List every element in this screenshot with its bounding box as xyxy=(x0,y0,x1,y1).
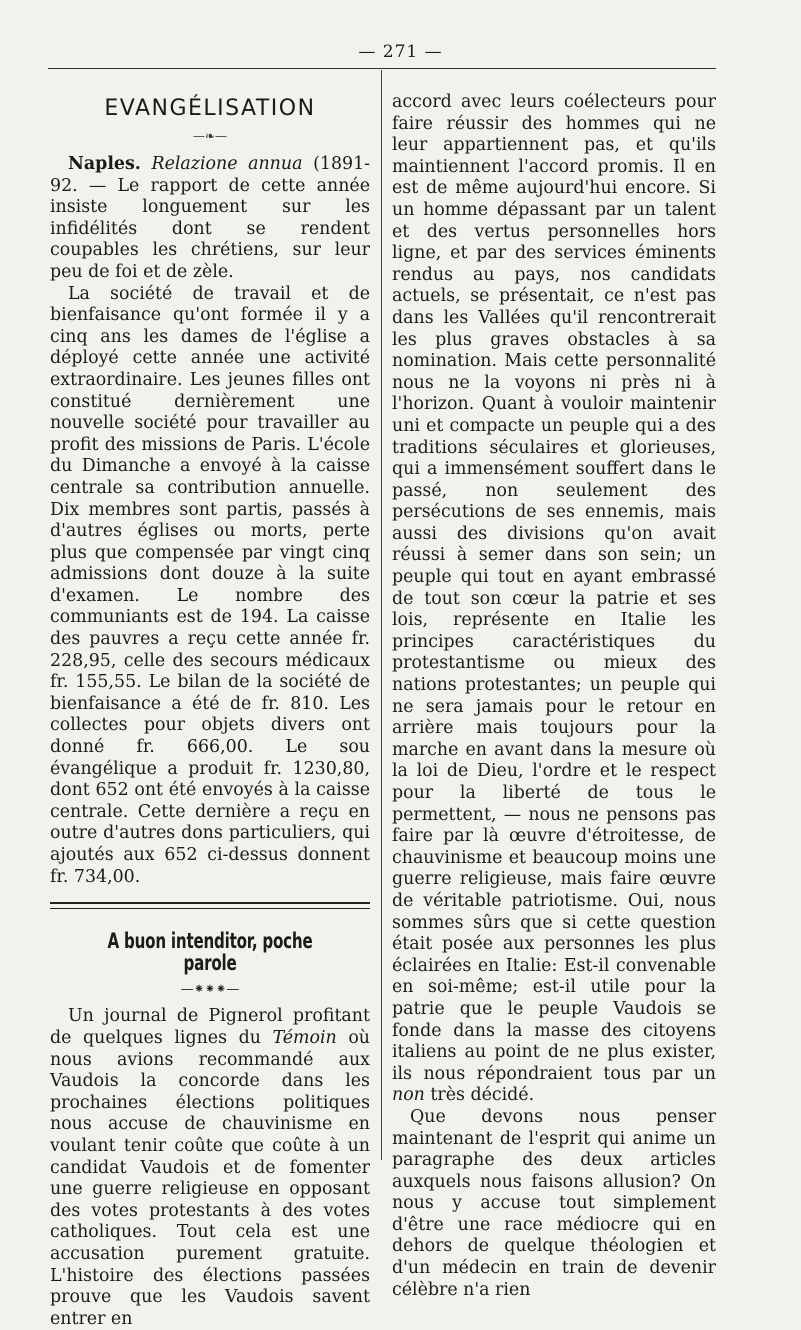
article-p2-text: accord avec leurs coélecteurs pour faire réussir des hommes qui ne leur appartiennent pas, et qu'ils maintiennent l'accord promis. Il en est de même aujourd'hui encore. Si un homme dépassant par un talent et des vertus personnelles hors ligne, et par des services éminents rendus au pays, nos candidats actuels, se présentait, ce n'est pas dans les Vallées qu'il rencontrerait les plus graves obstacles à sa nomination. Mais cette personnalité nous ne la voyons ni près ni à l'horizon. Quant à vouloir maintenir uni et compacte un peuple qui a des traditions séculaires et glorieuses, qui a immensément souffert dans le passé, non seulement des persécutions de ses ennemis, mais aussi des divisions qu'on avait réussi à semer dans son sein; un peuple qui tout en ayant embrassé de tout son cœur la patrie et ses lois, représente en Italie les principes caractéristiques du protestantisme ou mieux des nations protestantes; un peuple qui ne sera jamais pour le retour en arrière mais toujours pour la marche en avant dans la mesure où la loi de Dieu, l'ordre et le respect pour la liberté de tous le permettent, — nous ne pensons pas faire par là œuvre d'étroitesse, de chauvinisme et beaucoup moins une guerre religieuse, mais faire œuvre de véritable patriotisme. Oui, nous sommes sûrs que si cette question était posée aux personnes les plus éclairées en Italie: Est-il convenable en soi-même; est-il utile pour la patrie que le peuple Vaudois se fonde dans la masse des citoyens italiens au point de ne plus exister, ils nous répondraient tous par un xyxy=(392,92,716,1084)
article-paragraph-3: Que devons nous penser maintenant de l'esprit qui anime un paragraphe des deux articles auxquels nous faisons allusion? On nous y accuse tout simplement d'être une race médiocre qui en dehors de quelque théologien et d'un médecin en train de devenir célèbre n'a rien xyxy=(392,1106,716,1300)
society-paragraph: La société de travail et de bienfaisance qu'ont formée il y a cinq ans les dames de l'église a déployé cette année une activité extraordinaire. Les jeunes filles ont constitué dernièrement une nouvelle société pour travailler au profit des missions de Paris. L'école du Dimanche a envoyé à la caisse centrale sa contribution annuelle. Dix membres sont partis, passés à d'autres églises ou morts, perte plus que compensée par vingt cinq admissions dont douze à la suite d'examen. Le nombre des communiants est de 194. La caisse des pauvres a reçu cette année fr. 228,95, celle des secours médicaux fr. 155,55. Le bilan de la société de bienfaisance a été de fr. 810. Les collectes pour objets divers ont donné fr. 666,00. Le sou évangélique a produit fr. 1230,80, dont 652 ont été envoyés à la caisse centrale. Cette dernière a reçu en outre d'autres dons particuliers, qui ajoutés aux 652 ci-dessus donnent fr. 734,00. xyxy=(50,283,370,887)
article-p1-start: Un journal de Pignerol profitant de quelques lignes du xyxy=(50,1006,370,1048)
article-p2-end: très décidé. xyxy=(430,1085,535,1106)
entry-place: Naples. xyxy=(68,154,141,174)
page-number: — 271 — xyxy=(358,42,443,62)
article-p1-rest: où nous avions recommandé aux Vaudois la concorde dans les prochaines élections politiques nous accuse de chauvinisme en voulant tenir coûte que coûte à un candidat Vaudois et de fomenter une guerre religieuse en opposant des votes protestants à des votes catholiques. Tout cela est une accusation purement gratuite. L'histoire des élections passées prouve que les Vaudois savent entrer en xyxy=(50,1027,370,1329)
section-separator xyxy=(50,902,370,909)
header-rule xyxy=(48,68,716,69)
article-title: A buon intenditor, poche parole xyxy=(107,929,313,975)
article-paragraph-2 xyxy=(392,92,716,1107)
entry-text: — Le rapport de cette année insiste longuement sur les infidélités dont se rendent coupables les chrétiens, sur leur peu de foi et de zèle. xyxy=(50,175,370,282)
article-paragraph-1 xyxy=(50,1006,370,1330)
entry-work-title: Relazione annua xyxy=(151,154,303,174)
left-column xyxy=(50,92,370,1330)
column-divider xyxy=(381,70,382,1160)
right-column xyxy=(392,92,716,1301)
section-ornament: —❧— xyxy=(192,129,228,143)
temoin-title: Témoin xyxy=(272,1027,337,1048)
article-ornament: —⁕⁕⁕— xyxy=(180,982,240,998)
entry-year: (1891-92. xyxy=(50,154,371,196)
naples-entry xyxy=(50,154,370,284)
section-title-evangelisation: EVANGÉLISATION xyxy=(104,96,316,121)
non-emphasis: non xyxy=(392,1085,425,1106)
